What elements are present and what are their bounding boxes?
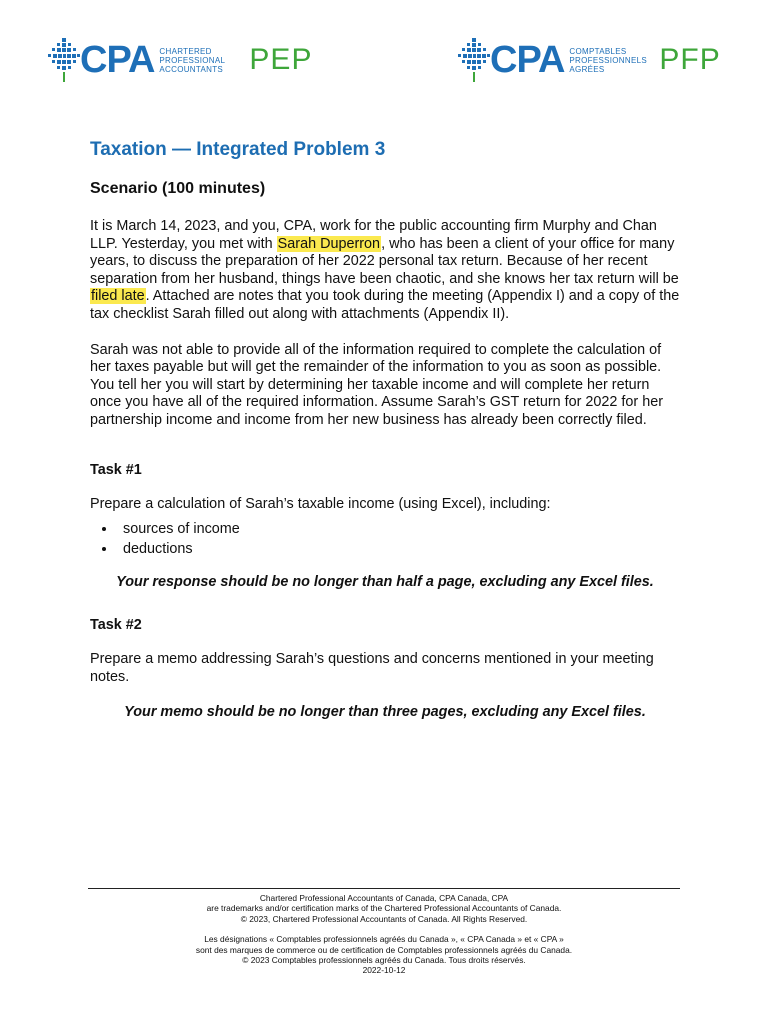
highlighted-text: Sarah Duperron xyxy=(277,235,381,252)
scenario-paragraph-2: Sarah was not able to provide all of the information required to complete the calculation of her taxes payable but will get the remainder of the information to you as soon as possible. You tell her you will start by determining her taxable income and will complete her return once you have all of the required information. Assume Sarah’s GST return for 2022 for her partnership income and income from her new business has already been correctly filed. xyxy=(90,341,664,428)
tagline-line: ACCOUNTANTS xyxy=(159,64,224,74)
task-2-heading: Task #2 xyxy=(90,617,142,634)
page-title: Taxation — Integrated Problem 3 xyxy=(90,139,386,160)
document-body xyxy=(90,139,680,720)
footer-line: © 2023 Comptables professionnels agréés du Canada. Tous droits réservés. xyxy=(242,955,526,966)
footer-divider xyxy=(88,888,680,889)
cpa-wordmark: CPA xyxy=(80,39,155,81)
paragraph-text: . Attached are notes that you took during the meeting (Appendix I) and a copy of the tax checklist Sarah filled out along with attachments (Appendix II). xyxy=(90,288,680,322)
page-footer xyxy=(88,893,680,976)
footer-line: Les désignations « Comptables professionnels agréés du Canada », « CPA Canada » et « CPA » xyxy=(204,934,564,945)
footer-line: Chartered Professional Accountants of Canada, CPA Canada, CPA xyxy=(259,893,509,903)
list-item: • deductions xyxy=(117,540,680,560)
task-1-length-note: Your response should be no longer than half a page, excluding any Excel files. xyxy=(116,574,654,591)
cpa-maple-leaf-icon xyxy=(456,36,492,84)
task-1-heading: Task #1 xyxy=(90,461,142,478)
tagline-line: CHARTERED xyxy=(159,46,212,56)
page-header xyxy=(0,36,768,96)
paragraph-text: , who has been a client of your office for many years, to discuss the preparation of her 2022 personal tax return. Because of her recent separation from her husband, things have been chaotic, and she knows her tax return will be xyxy=(90,235,679,287)
tagline-line: AGRÉES xyxy=(569,64,605,74)
logo-tagline xyxy=(569,47,653,74)
tagline-line: COMPTABLES xyxy=(569,46,627,56)
program-label: PEP xyxy=(249,43,313,76)
task-1-bullet-list xyxy=(90,520,680,559)
footer-date: 2022-10-12 xyxy=(362,965,406,976)
highlighted-text: filed late xyxy=(91,288,145,305)
tagline-line: PROFESSIONNELS xyxy=(569,55,647,65)
scenario-paragraph-1 xyxy=(90,218,680,324)
footer-line: © 2023, Chartered Professional Accountants of Canada. All Rights Reserved. xyxy=(240,913,528,924)
footer-english xyxy=(88,893,680,924)
paragraph-text: It is March 14, 2023, and you, CPA, work for the public accounting firm Murphy and Chan LLP. Yesterday, you met with xyxy=(90,218,657,252)
task-2-length-note: Your memo should be no longer than three pages, excluding any Excel files. xyxy=(124,704,646,721)
cpa-logo-french xyxy=(456,36,721,84)
logo-tagline xyxy=(159,47,243,74)
task-1-description: Prepare a calculation of Sarah’s taxable income (using Excel), including: xyxy=(90,495,551,512)
task-2-description: Prepare a memo addressing Sarah’s questions and concerns mentioned in your meeting notes. xyxy=(90,651,654,685)
list-item: • sources of income xyxy=(117,520,680,540)
cpa-logo-english xyxy=(46,36,312,84)
scenario-heading: Scenario (100 minutes) xyxy=(90,180,266,197)
program-label: PFP xyxy=(659,43,721,76)
cpa-maple-leaf-icon xyxy=(46,36,82,84)
tagline-line: PROFESSIONAL xyxy=(159,55,226,65)
cpa-wordmark: CPA xyxy=(490,39,565,81)
footer-line: sont des marques de commerce ou de certification de Comptables professionnels agréés du Canada. xyxy=(195,944,573,955)
footer-french xyxy=(88,934,680,976)
footer-line: are trademarks and/or certification marks of the Chartered Professional Accountants of Canada. xyxy=(206,903,562,914)
